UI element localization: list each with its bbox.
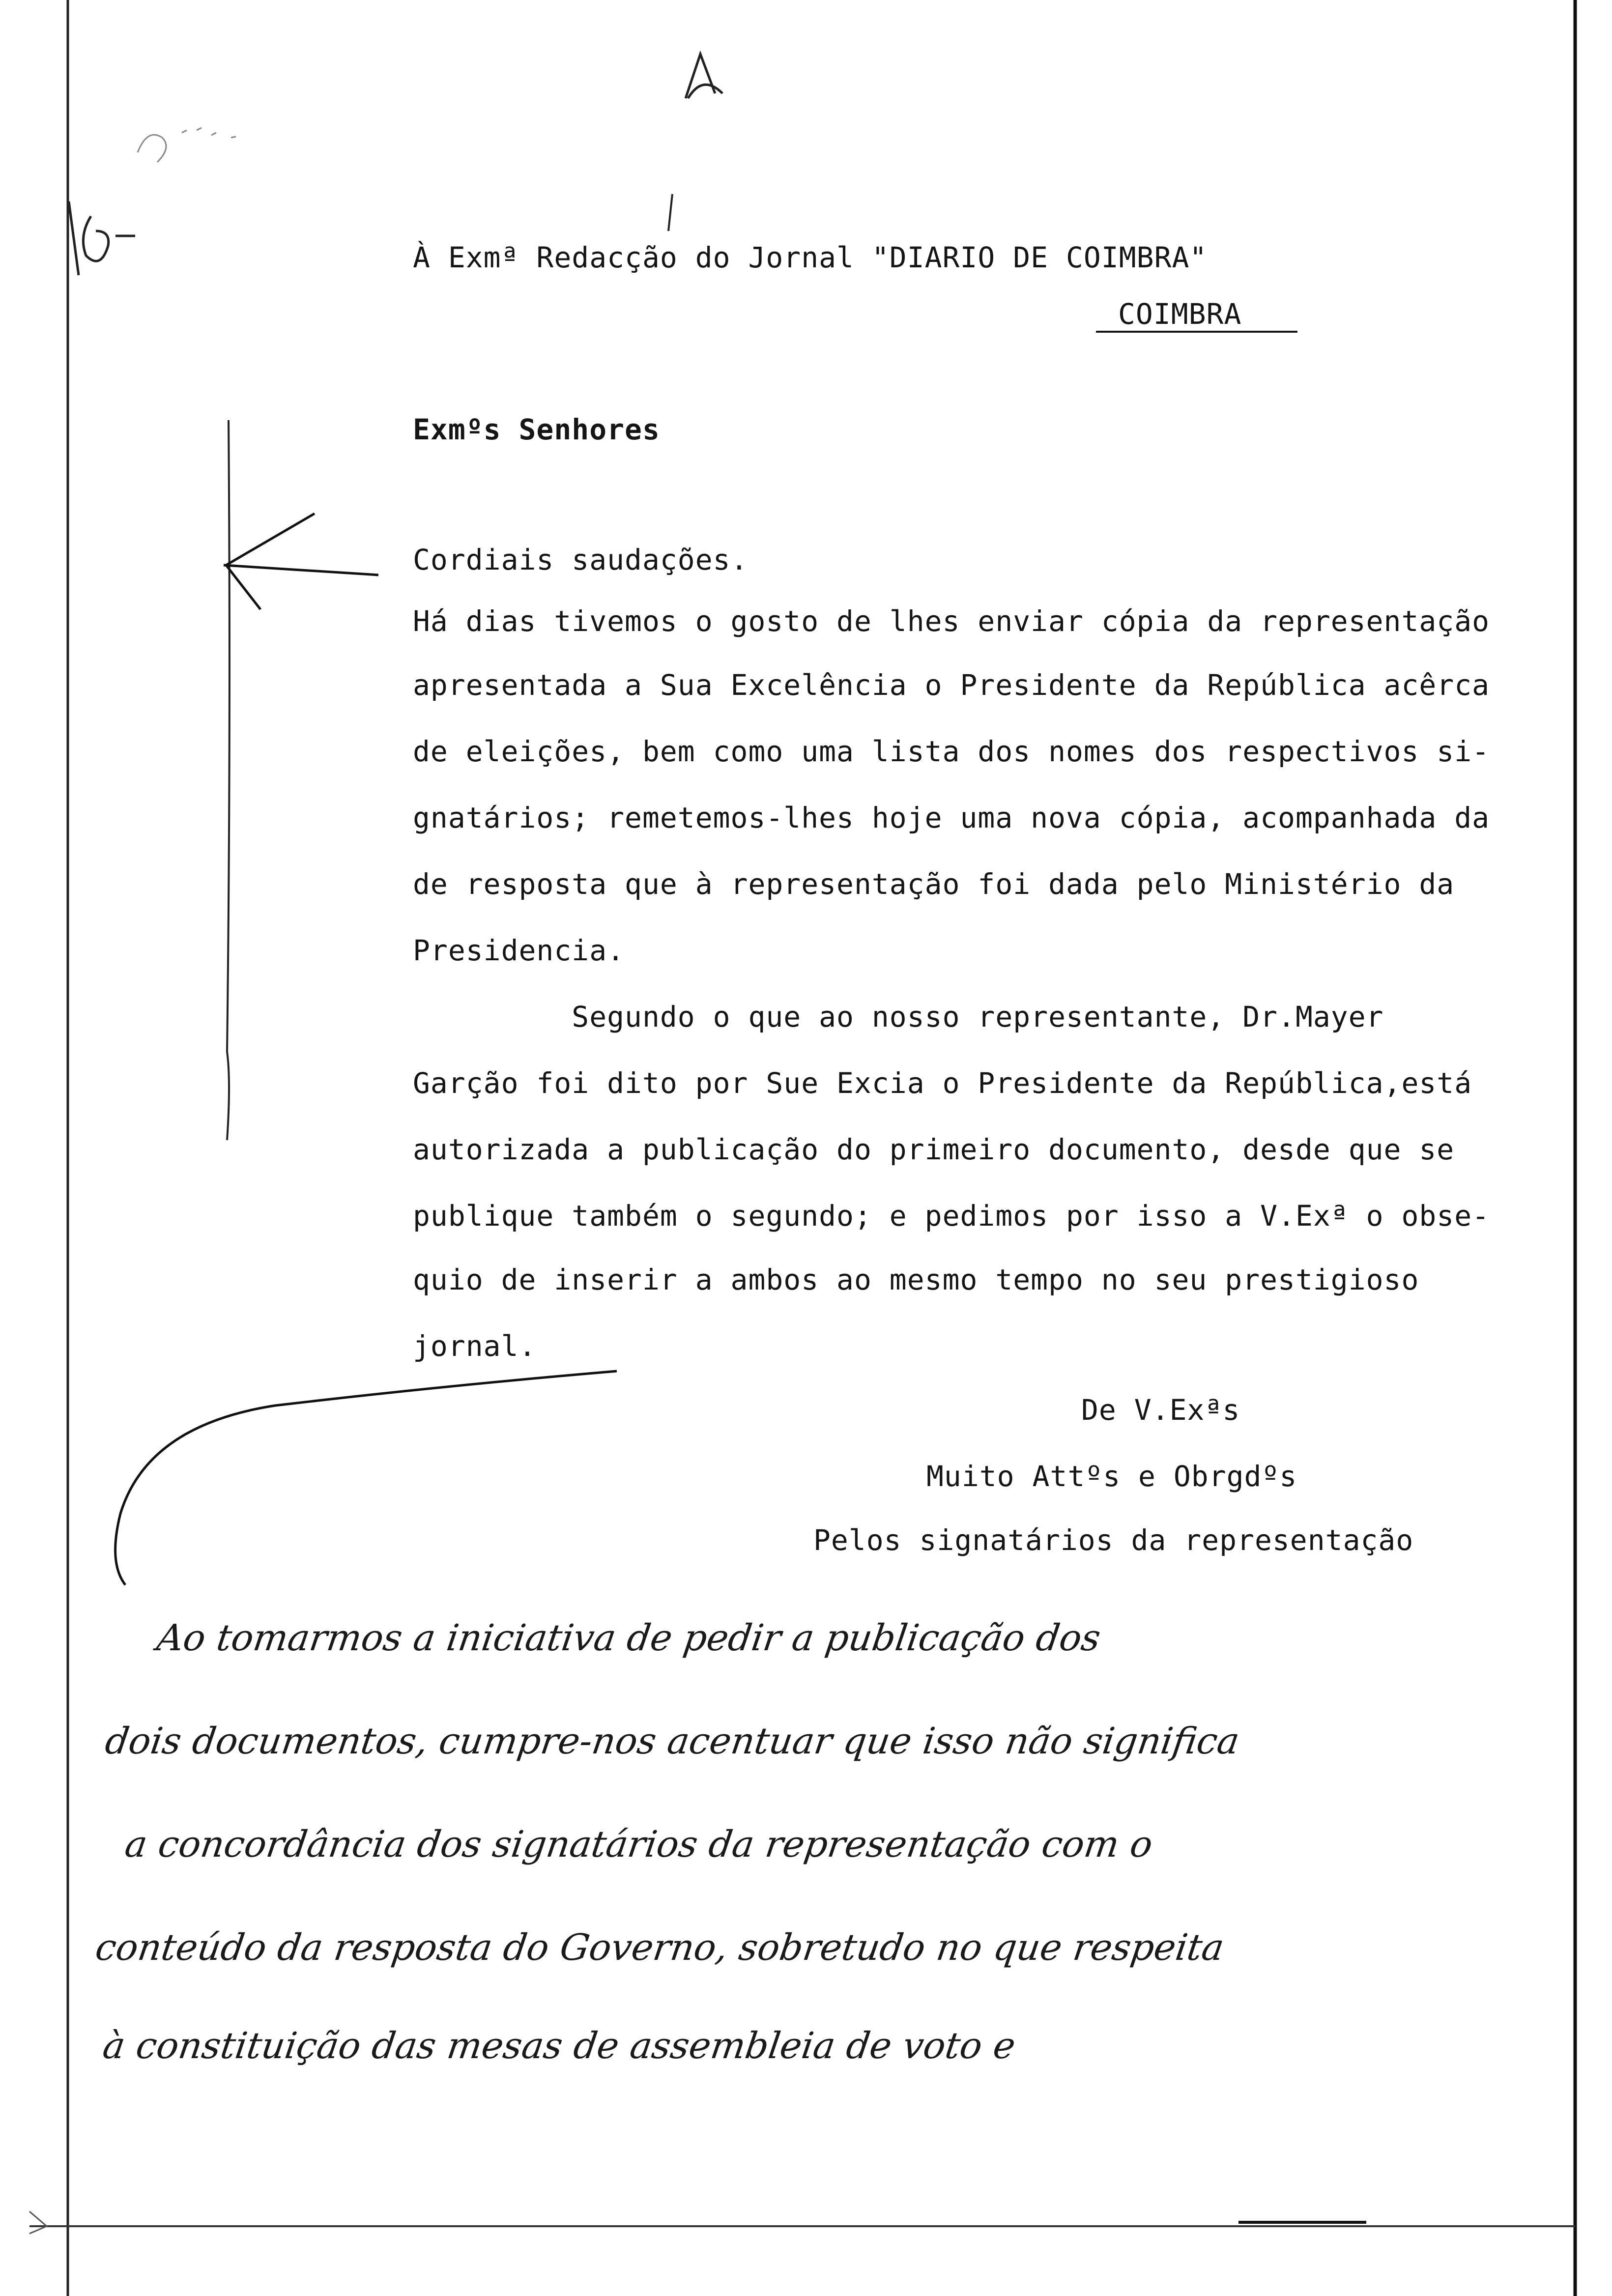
city-underline [1096, 331, 1297, 333]
closing-bracket-curve [115, 1371, 617, 1585]
body-line-2: apresentada a Sua Excelência o Presidente da República acêrca [413, 668, 1490, 702]
corner-tick-mark [29, 2211, 47, 2234]
body-line-4: gnatários; remetemos-lhes hoje uma nova cópia, acompanhada da [413, 801, 1490, 834]
greeting-line: Cordiais saudações. [413, 543, 748, 576]
slash-mark [668, 194, 672, 231]
closing-line-2: Muito Attºs e Obrgdºs [926, 1460, 1297, 1493]
handwritten-line-4: conteúdo da resposta do Governo, sobretudo no que respeita [92, 1926, 1227, 1969]
body-line-11: quio de inserir a ambos ao mesmo tempo no seu prestigioso [413, 1263, 1419, 1296]
salutation-line: Exmºs Senhores [413, 413, 660, 446]
city-line: COIMBRA [1118, 297, 1242, 331]
body-line-10: publique também o segundo; e pedimos por isso a V.Exª o obse- [413, 1199, 1490, 1233]
handwritten-line-2: dois documentos, cumpre-nos acentuar que isso não significa [102, 1720, 1242, 1762]
body-line-8: Garção foi dito por Sue Excia o Presidente da República,está [413, 1066, 1472, 1100]
margin-vertical-line [227, 420, 230, 1140]
handwritten-line-1: Ao tomarmos a iniciativa de pedir a publicação dos [154, 1617, 1103, 1659]
body-line-3: de eleições, bem como uma lista dos nomes dos respectivos si- [413, 735, 1490, 768]
closing-line-1: De V.Exªs [1081, 1393, 1240, 1427]
handwritten-line-5: à constituição das mesas de assembleia de voto e [100, 2025, 1018, 2067]
top-a-mark [686, 54, 722, 98]
body-line-5: de resposta que à representação foi dada pelo Ministério da [413, 867, 1455, 901]
body-line-12: jornal. [413, 1329, 537, 1363]
body-line-6: Presidencia. [413, 934, 625, 967]
margin-note-16-mark [69, 201, 135, 275]
closing-line-3: Pelos signatários da representação [813, 1523, 1414, 1557]
margin-faint-scribble [138, 128, 236, 162]
body-line-7: Segundo o que ao nosso representante, Dr.Mayer [413, 1000, 1384, 1033]
handwritten-line-3: a concordância dos signatários da representação com o [122, 1823, 1155, 1866]
margin-arrow-icon [224, 514, 378, 609]
body-line-1: Há dias tivemos o gosto de lhes enviar cópia da representação [413, 604, 1490, 638]
addressee-line: À Exmª Redacção do Jornal "DIARIO DE COIMBRA" [413, 241, 1208, 274]
body-line-9: autorizada a publicação do primeiro documento, desde que se [413, 1133, 1455, 1166]
